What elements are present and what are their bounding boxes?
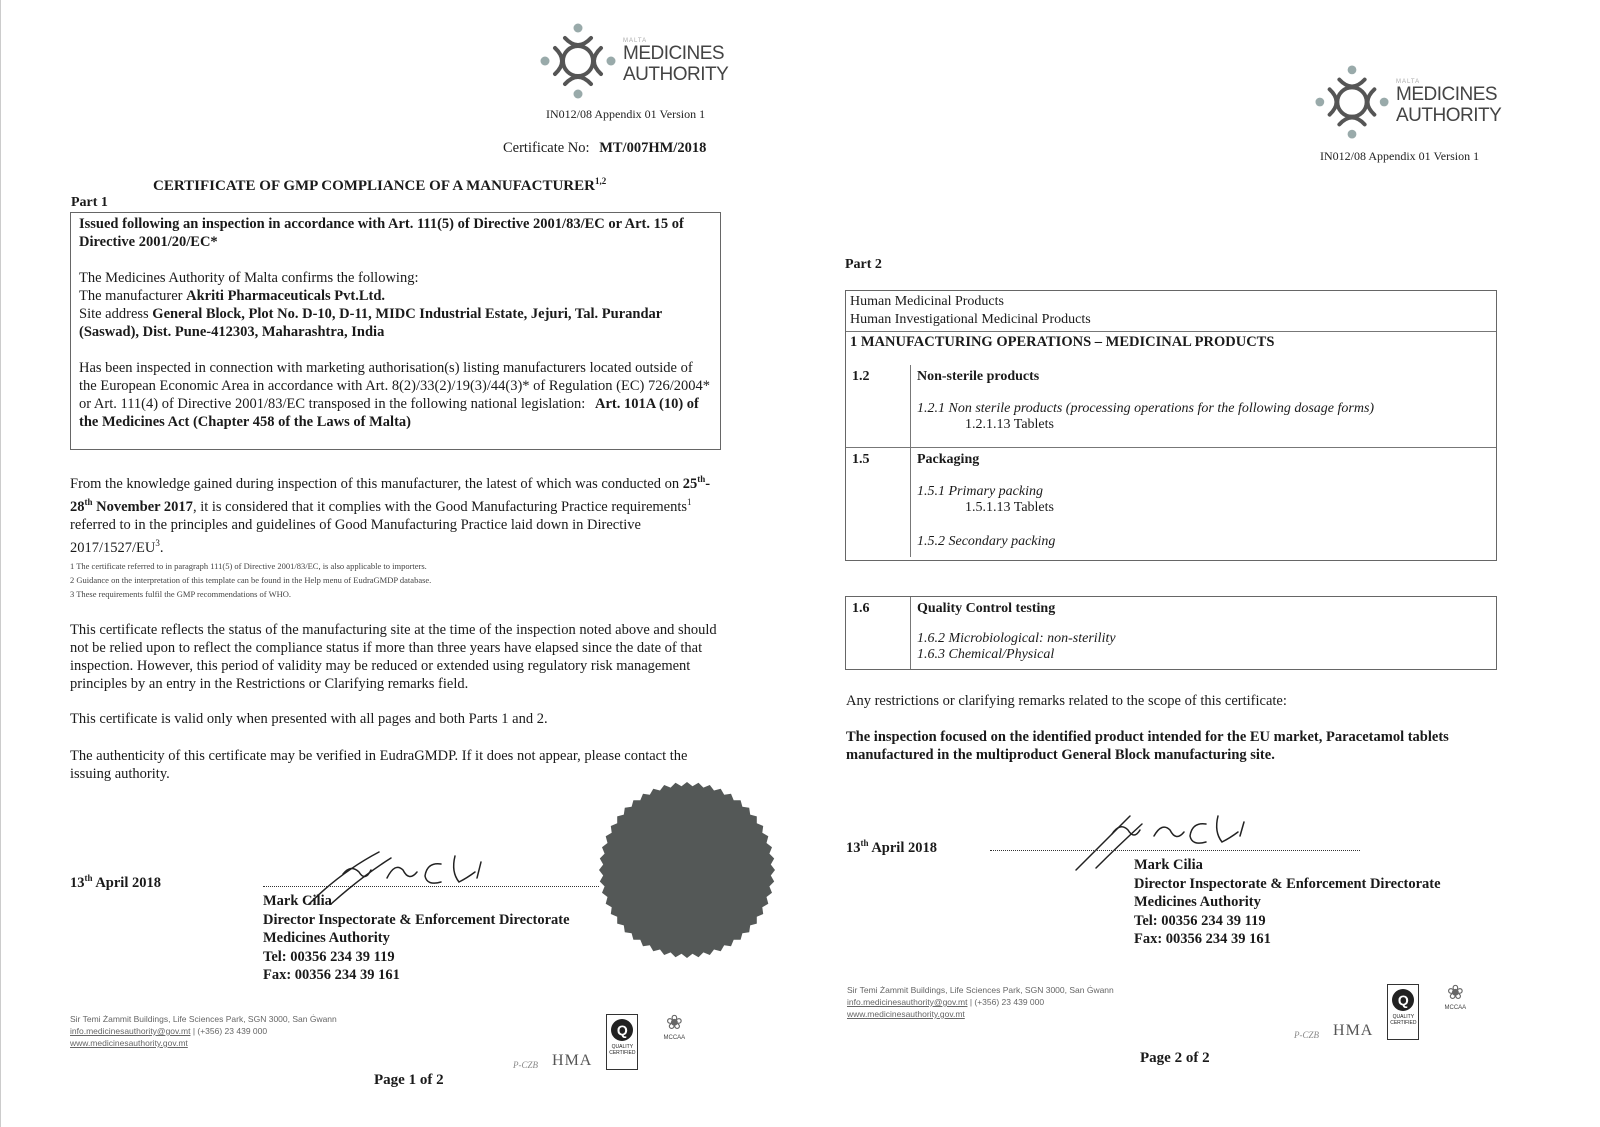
quality-q-icon: Q (611, 1019, 633, 1041)
section-item: 1.2.1 Non sterile products (processing operations for the following dosage forms) (917, 401, 1375, 416)
issue-date (846, 838, 937, 857)
email-link[interactable]: info.medicinesauthority@gov.mt (70, 1026, 191, 1036)
signatory-organisation: Medicines Authority (1134, 894, 1261, 910)
certificate-number-label: Certificate No: (503, 140, 590, 156)
table-row (846, 597, 1496, 669)
logo-line-1: MEDICINES (1396, 84, 1498, 105)
signatory-name: Mark Cilia (263, 893, 332, 909)
eco-seal-badge (1433, 980, 1477, 1040)
quality-badge-text: QUALITY CERTIFIED (609, 1044, 636, 1056)
qc-box (845, 596, 1497, 670)
official-seal-icon (597, 780, 777, 960)
inspection-scope-text (79, 359, 712, 431)
knowledge-paragraph (70, 470, 725, 556)
part-1-label: Part 1 (71, 195, 108, 210)
certificate-number-line (503, 140, 706, 157)
quality-certified-badge (606, 1014, 638, 1070)
form-reference: IN012/08 Appendix 01 Version 1 (1320, 149, 1480, 163)
section-item: 1.6.3 Chemical/Physical (917, 647, 1055, 662)
issue-date-day: 13 (70, 874, 85, 891)
eco-seal-badge (652, 1010, 696, 1070)
medicines-authority-logo (539, 22, 728, 100)
knowledge-end: . (159, 539, 164, 556)
operations-table (846, 365, 1496, 557)
section-title: Quality Control testing (917, 601, 1056, 616)
part-1-box (70, 212, 721, 450)
table-row (846, 447, 1496, 557)
eco-seal-text: MCCAA (663, 1035, 686, 1041)
certificate-number: MT/007HM/2018 (599, 140, 707, 156)
address-phone: | (+356) 23 439 000 (967, 997, 1045, 1007)
logo-tagline: MALTA (1396, 79, 1421, 85)
hma-logo: HMA (552, 1052, 593, 1069)
medicines-authority-logo (1314, 64, 1501, 140)
section-item: 1.6.2 Microbiological: non-sterility (917, 631, 1116, 646)
date-suffix: th (84, 496, 93, 507)
product-types (846, 291, 1496, 331)
validity-paragraph: This certificate reflects the status of the manufacturing site at the time of the inspection noted above and should not be relied upon to reflect the compliance status if more than three years have elapsed since the date of that inspection. However, this period of validity may be reduced or extended using regulatory risk management principles by an entry in the Restrictions or Clarifying remarks field. (70, 622, 717, 692)
operations-heading: 1 MANUFACTURING OPERATIONS – MEDICINAL PRODUCTS (846, 331, 1496, 365)
section-item: 1.5.1 Primary packing (917, 483, 1043, 499)
form-reference: IN012/08 Appendix 01 Version 1 (546, 107, 706, 121)
remarks-text: The inspection focused on the identified product intended for the EU market, Paracetamol tablets manufactured in the multiproduct General Block manufacturing site. (846, 729, 1449, 763)
section-code: 1.6 (846, 597, 911, 669)
medicines-authority-emblem-icon (1314, 64, 1390, 140)
section-content (911, 447, 1497, 557)
certificate-page-2 (800, 0, 1600, 1127)
site-address: General Block, Plot No. D-10, D-11, MIDC Industrial Estate, Jejuri, Tal. Purandar (Saswad), Dist. Pune-412303, Maharashtra, India (79, 306, 662, 340)
site-address-line (79, 305, 712, 341)
logo-line-1: MEDICINES (623, 43, 725, 64)
inspection-basis-heading: Issued following an inspection in accordance with Art. 111(5) of Directive 2001/83/EC or Art. 15 of Directive 2001/20/EC* (79, 216, 684, 250)
footnote-ref: 1 (687, 496, 692, 507)
manufacturer-name: Akriti Pharmaceuticals Pvt.Ltd. (186, 288, 386, 304)
section-item: 1.5.2 Secondary packing (917, 533, 1056, 549)
hma-logo: HMA (1333, 1022, 1374, 1039)
quality-badge-text: QUALITY CERTIFIED (1390, 1014, 1417, 1026)
medicines-authority-emblem-icon (539, 22, 617, 100)
signatory-fax: Fax: 00356 234 39 161 (263, 967, 400, 983)
pharm-logo: P-CZB (513, 1060, 539, 1070)
table-row (846, 365, 1496, 447)
inspection-date-end: -28 (70, 475, 711, 515)
remarks-label: Any restrictions or clarifying remarks related to the scope of this certificate: (846, 693, 1287, 709)
issue-date-month-year: April 2018 (868, 839, 937, 856)
signatory-name: Mark Cilia (1134, 857, 1203, 873)
date-suffix: th (860, 838, 869, 848)
section-code: 1.5 (846, 447, 911, 557)
page-number: Page 2 of 2 (1140, 1050, 1210, 1066)
knowledge-post-2: referred to in the principles and guidelines of Good Manufacturing Practice laid down in Directive 2017/1527/EU (70, 516, 641, 556)
issue-date-day: 13 (846, 839, 861, 856)
signatory-title: Director Inspectorate & Enforcement Directorate (1134, 875, 1441, 892)
inspection-date-start: 25 (682, 475, 698, 492)
signatory-phone: Tel: 00356 234 39 119 (263, 948, 395, 965)
address-line: Sir Temi Żammit Buildings, Life Sciences Park, SGN 3000, San Ġwann (70, 1014, 337, 1024)
quality-certified-badge (1387, 984, 1419, 1040)
product-type: Human Medicinal Products (850, 294, 1004, 309)
footnote-1: 1 The certificate referred to in paragraph 111(5) of Directive 2001/83/EC, is also applicable to importers. (70, 561, 427, 571)
site-address-label: Site address (79, 306, 149, 322)
pharm-logo: P-CZB (1294, 1030, 1320, 1040)
website-link[interactable]: www.medicinesauthority.gov.mt (847, 1009, 965, 1019)
footnotes (70, 559, 630, 601)
signatory-phone: Tel: 00356 234 39 119 (1134, 912, 1266, 929)
accreditation-badges (1294, 980, 1477, 1040)
eco-seal-icon: ❀ (665, 1012, 683, 1034)
manufacturer-label: The manufacturer (79, 288, 183, 304)
logo-tagline: MALTA (623, 38, 648, 44)
certificate-title-footnote-ref: 1,2 (594, 176, 607, 186)
issue-date-month-year: April 2018 (92, 874, 161, 891)
signatory-fax: Fax: 00356 234 39 161 (1134, 931, 1271, 947)
valid-only-paragraph: This certificate is valid only when presented with all pages and both Parts 1 and 2. (70, 711, 548, 727)
logo-line-2: AUTHORITY (1396, 105, 1502, 126)
website-link[interactable]: www.medicinesauthority.gov.mt (70, 1038, 188, 1048)
inspection-date-month-year: November 2017 (92, 498, 193, 515)
section-title: Non-sterile products (917, 369, 1040, 384)
authority-address (70, 1013, 337, 1049)
eco-seal-icon: ❀ (1446, 982, 1464, 1004)
logo-line-2: AUTHORITY (623, 64, 729, 85)
confirms-statement: The Medicines Authority of Malta confirms the following: (79, 270, 419, 286)
date-suffix: th (697, 474, 706, 484)
footnote-3: 3 These requirements fulfil the GMP recommendations of WHO. (70, 589, 292, 599)
certificate-title-text: CERTIFICATE OF GMP COMPLIANCE OF A MANUFACTURER (153, 178, 595, 194)
signatory-title: Director Inspectorate & Enforcement Directorate (263, 911, 570, 928)
national-legislation: Art. 101A (10) of the Medicines Act (Chapter 458 of the Laws of Malta) (79, 396, 699, 430)
section-content (911, 597, 1497, 669)
section-title: Packaging (917, 451, 980, 467)
accreditation-badges (513, 1010, 696, 1070)
eco-seal-text: MCCAA (1444, 1005, 1467, 1011)
section-subitem: 1.2.1.13 Tablets (965, 417, 1054, 432)
manufacturer-line (79, 287, 712, 305)
issue-date (70, 873, 161, 892)
part-2-scope-box (845, 290, 1497, 561)
inspection-scope-body: Has been inspected in connection with marketing authorisation(s) listing manufacturers located outside of the European Economic Area in accordance with Art. 8(2)/33(2)/19(3)/44(3)* of Regulation (EC) 726/2004* or Art. 111(4) of Directive 2001/83/EC transposed in the following national legislation: (79, 360, 710, 412)
knowledge-pre: From the knowledge gained during inspection of this manufacturer, the latest of which was conducted on (70, 475, 680, 492)
email-link[interactable]: info.medicinesauthority@gov.mt (847, 997, 968, 1007)
footnote-ref: 3 (155, 537, 160, 548)
section-content (911, 365, 1497, 447)
section-subitem: 1.5.1.13 Tablets (965, 499, 1054, 515)
authenticity-paragraph: The authenticity of this certificate may be verified in EudraGMDP. If it does not appear, please contact the issuing authority. (70, 748, 688, 782)
signatory-block (1134, 856, 1441, 949)
quality-q-icon: Q (1392, 989, 1414, 1011)
address-line: Sir Temi Żammit Buildings, Life Sciences Park, SGN 3000, San Ġwann (847, 985, 1114, 995)
page-number: Page 1 of 2 (374, 1072, 444, 1088)
knowledge-post: , it is considered that it complies with the Good Manufacturing Practice requirements (192, 498, 688, 515)
authority-address (847, 984, 1114, 1020)
signatory-block (263, 892, 570, 985)
part-2-label: Part 2 (845, 257, 882, 272)
address-phone: | (+356) 23 439 000 (190, 1026, 268, 1036)
section-code: 1.2 (846, 365, 911, 447)
product-type: Human Investigational Medicinal Products (850, 312, 1091, 327)
signature-line (990, 850, 1360, 851)
signature-line (263, 886, 599, 887)
certificate-title (153, 176, 606, 195)
qc-table (846, 597, 1496, 669)
date-suffix: th (84, 873, 93, 883)
signatory-organisation: Medicines Authority (263, 930, 390, 946)
footnote-2: 2 Guidance on the interpretation of this template can be found in the Help menu of EudraGMDP database. (70, 575, 432, 585)
